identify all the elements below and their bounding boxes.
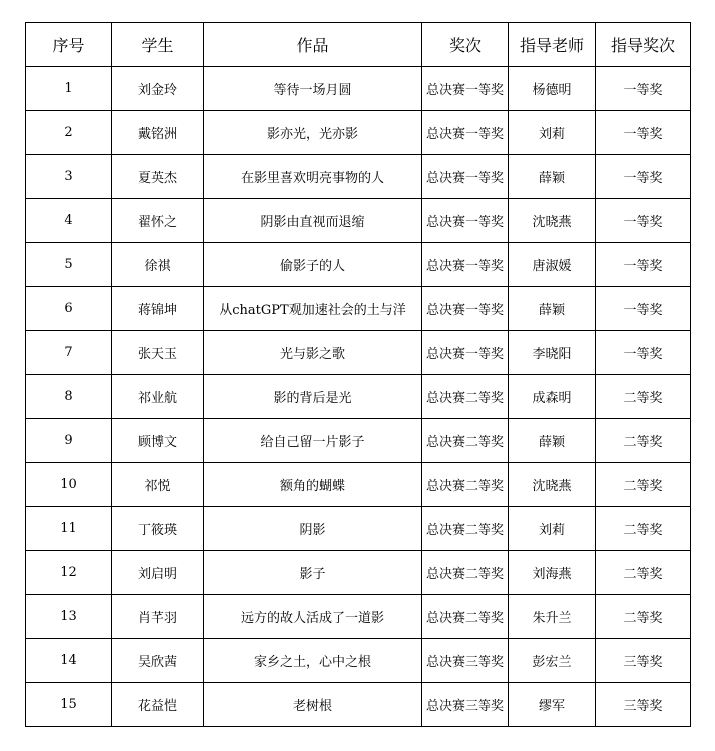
cell-number: 9 [26, 419, 112, 463]
cell-award: 总决赛一等奖 [422, 243, 509, 287]
cell-teacher: 唐淑媛 [509, 243, 596, 287]
cell-teacher-award: 一等奖 [596, 155, 691, 199]
cell-teacher: 彭宏兰 [509, 639, 596, 683]
cell-number: 1 [26, 67, 112, 111]
cell-student: 顾博文 [112, 419, 204, 463]
cell-teacher-award: 一等奖 [596, 199, 691, 243]
cell-teacher-award: 一等奖 [596, 243, 691, 287]
cell-student: 徐祺 [112, 243, 204, 287]
cell-number: 15 [26, 683, 112, 727]
table-row [26, 639, 691, 683]
table-row [26, 463, 691, 507]
cell-teacher-award: 二等奖 [596, 507, 691, 551]
cell-work: 从chatGPT观加速社会的土与洋 [204, 287, 422, 331]
cell-work: 给自己留一片影子 [204, 419, 422, 463]
cell-student: 翟怀之 [112, 199, 204, 243]
cell-number: 10 [26, 463, 112, 507]
cell-award: 总决赛三等奖 [422, 683, 509, 727]
cell-teacher-award: 一等奖 [596, 287, 691, 331]
cell-work: 阴影 [204, 507, 422, 551]
cell-teacher: 薛颖 [509, 155, 596, 199]
cell-teacher: 薛颖 [509, 419, 596, 463]
cell-student: 蒋锦坤 [112, 287, 204, 331]
cell-number: 13 [26, 595, 112, 639]
cell-award: 总决赛一等奖 [422, 155, 509, 199]
header-award: 奖次 [422, 23, 509, 67]
cell-teacher-award: 一等奖 [596, 67, 691, 111]
cell-teacher: 杨德明 [509, 67, 596, 111]
cell-award: 总决赛一等奖 [422, 67, 509, 111]
cell-work: 偷影子的人 [204, 243, 422, 287]
cell-work: 在影里喜欢明亮事物的人 [204, 155, 422, 199]
table-row [26, 331, 691, 375]
cell-teacher-award: 一等奖 [596, 331, 691, 375]
cell-teacher-award: 三等奖 [596, 639, 691, 683]
cell-award: 总决赛二等奖 [422, 463, 509, 507]
cell-number: 7 [26, 331, 112, 375]
header-teacher-award: 指导奖次 [596, 23, 691, 67]
table-row [26, 375, 691, 419]
cell-teacher-award: 二等奖 [596, 463, 691, 507]
table-row [26, 419, 691, 463]
cell-teacher-award: 二等奖 [596, 375, 691, 419]
cell-work: 阴影由直视而退缩 [204, 199, 422, 243]
cell-number: 3 [26, 155, 112, 199]
cell-award: 总决赛二等奖 [422, 595, 509, 639]
cell-work: 影子 [204, 551, 422, 595]
table-row [26, 551, 691, 595]
cell-award: 总决赛一等奖 [422, 199, 509, 243]
table-row [26, 67, 691, 111]
table-row [26, 243, 691, 287]
table-row [26, 287, 691, 331]
table-body [26, 67, 691, 727]
cell-number: 4 [26, 199, 112, 243]
cell-number: 2 [26, 111, 112, 155]
cell-work: 影亦光，光亦影 [204, 111, 422, 155]
cell-student: 祁业航 [112, 375, 204, 419]
cell-teacher: 薛颖 [509, 287, 596, 331]
cell-student: 吴欣茜 [112, 639, 204, 683]
cell-teacher: 刘莉 [509, 507, 596, 551]
cell-teacher-award: 三等奖 [596, 683, 691, 727]
header-teacher: 指导老师 [509, 23, 596, 67]
table-row [26, 595, 691, 639]
cell-teacher: 刘海燕 [509, 551, 596, 595]
cell-award: 总决赛二等奖 [422, 507, 509, 551]
cell-student: 夏英杰 [112, 155, 204, 199]
cell-award: 总决赛三等奖 [422, 639, 509, 683]
cell-student: 肖芊羽 [112, 595, 204, 639]
cell-work: 家乡之土，心中之根 [204, 639, 422, 683]
cell-teacher: 李晓阳 [509, 331, 596, 375]
cell-student: 张天玉 [112, 331, 204, 375]
header-row [26, 23, 691, 67]
table-row [26, 199, 691, 243]
cell-number: 11 [26, 507, 112, 551]
table-row [26, 111, 691, 155]
cell-teacher: 沈晓燕 [509, 463, 596, 507]
cell-award: 总决赛二等奖 [422, 419, 509, 463]
cell-award: 总决赛一等奖 [422, 111, 509, 155]
cell-number: 14 [26, 639, 112, 683]
header-student: 学生 [112, 23, 204, 67]
cell-award: 总决赛一等奖 [422, 287, 509, 331]
cell-student: 祁悦 [112, 463, 204, 507]
table-row [26, 155, 691, 199]
cell-teacher: 缪军 [509, 683, 596, 727]
cell-award: 总决赛二等奖 [422, 551, 509, 595]
cell-teacher: 成森明 [509, 375, 596, 419]
cell-number: 5 [26, 243, 112, 287]
cell-work: 光与影之歌 [204, 331, 422, 375]
cell-student: 刘金玲 [112, 67, 204, 111]
cell-award: 总决赛一等奖 [422, 331, 509, 375]
cell-work: 远方的故人活成了一道影 [204, 595, 422, 639]
header-number: 序号 [26, 23, 112, 67]
cell-student: 花益恺 [112, 683, 204, 727]
header-work: 作品 [204, 23, 422, 67]
cell-work: 老树根 [204, 683, 422, 727]
table-row [26, 507, 691, 551]
cell-work: 影的背后是光 [204, 375, 422, 419]
cell-teacher-award: 二等奖 [596, 419, 691, 463]
cell-teacher-award: 二等奖 [596, 595, 691, 639]
cell-teacher-award: 二等奖 [596, 551, 691, 595]
cell-award: 总决赛二等奖 [422, 375, 509, 419]
cell-work: 等待一场月圆 [204, 67, 422, 111]
cell-teacher: 沈晓燕 [509, 199, 596, 243]
cell-number: 8 [26, 375, 112, 419]
cell-teacher: 刘莉 [509, 111, 596, 155]
cell-student: 刘启明 [112, 551, 204, 595]
table-row [26, 683, 691, 727]
table-header [26, 23, 691, 67]
cell-number: 6 [26, 287, 112, 331]
awards-table [25, 22, 691, 727]
cell-teacher-award: 一等奖 [596, 111, 691, 155]
cell-student: 丁筱瑛 [112, 507, 204, 551]
cell-number: 12 [26, 551, 112, 595]
cell-student: 戴铭洲 [112, 111, 204, 155]
cell-teacher: 朱升兰 [509, 595, 596, 639]
cell-work: 额角的蝴蝶 [204, 463, 422, 507]
